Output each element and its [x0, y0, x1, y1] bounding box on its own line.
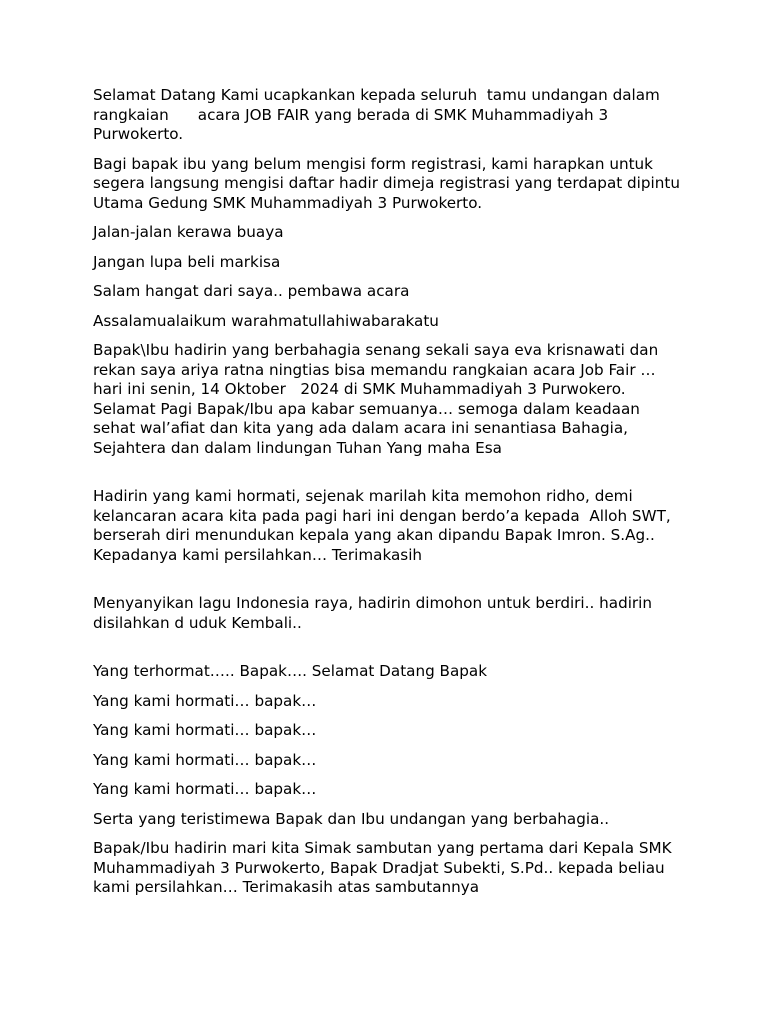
document-body [93, 86, 683, 908]
paragraph-spacer [93, 468, 683, 487]
paragraph-spacer [93, 575, 683, 594]
document-paragraph: Yang kami hormati… bapak… [93, 691, 317, 710]
document-paragraph: Jangan lupa beli markisa [93, 252, 281, 271]
document-paragraph: Yang kami hormati… bapak… [93, 721, 317, 739]
document-paragraph: Salam hangat dari saya.. pembawa acara [93, 282, 410, 300]
document-paragraph: Selamat Datang Kami ucapkankan kepada seluruh tamu undangan dalam rangkaian acara JOB FAIR yang berada di SMK Muhammadiyah 3 Purwokerto. [93, 86, 665, 143]
document-paragraph: Yang kami hormati… bapak… [93, 780, 317, 798]
document-paragraph: Menyanyikan lagu Indonesia raya, hadirin dimohon untuk berdiri.. hadirin disilahkan d uduk Kembali.. [93, 594, 657, 632]
document-paragraph: Assalamualaikum warahmatullahiwabarakatu [93, 311, 439, 330]
document-paragraph: Bapak/Ibu hadirin mari kita Simak sambutan yang pertama dari Kepala SMK Muhammadiyah 3 Purwokerto, Bapak Dradjat Subekti, S.Pd.. kepada beliau kami persilahkan… Terimakasih atas sambutannya [93, 839, 677, 896]
document-paragraph: Yang kami hormati… bapak… [93, 750, 317, 769]
document-paragraph: Jalan-jalan kerawa buaya [93, 223, 284, 241]
document-paragraph: Serta yang teristimewa Bapak dan Ibu undangan yang berbahagia.. [93, 809, 610, 828]
document-paragraph: Yang terhormat….. Bapak…. Selamat Datang Bapak [93, 662, 488, 680]
paragraph-spacer [93, 643, 683, 662]
document-paragraph: Bapak\Ibu hadirin yang berbahagia senang sekali saya eva krisnawati dan rekan saya ariya ratna ningtias bisa memandu rangkaian acara Job Fair … hari ini senin, 14 Oktober 2024 di SMK Muhammadiyah 3 Purwokero. Selamat Pagi Bapak/Ibu apa kabar semuanya… semoga dalam keadaan sehat wal’afiat dan kita yang ada dalam acara ini senantiasa Bahagia, Sejahtera dan dalam lindungan Tuhan Yang maha Esa [93, 341, 664, 457]
document-paragraph: Hadirin yang kami hormati, sejenak marilah kita memohon ridho, demi kelancaran acara kita pada pagi hari ini dengan berdo’a kepada Alloh SWT, berserah diri menundukan kepala yang akan dipandu Bapak Imron. S.Ag.. Kepadanya kami persilahkan… Terimakasih [93, 487, 676, 564]
document-paragraph: Bagi bapak ibu yang belum mengisi form registrasi, kami harapkan untuk segera langsung mengisi daftar hadir dimeja registrasi yang terdapat dipintu Utama Gedung SMK Muhammadiyah 3 Purwokerto. [93, 154, 685, 212]
